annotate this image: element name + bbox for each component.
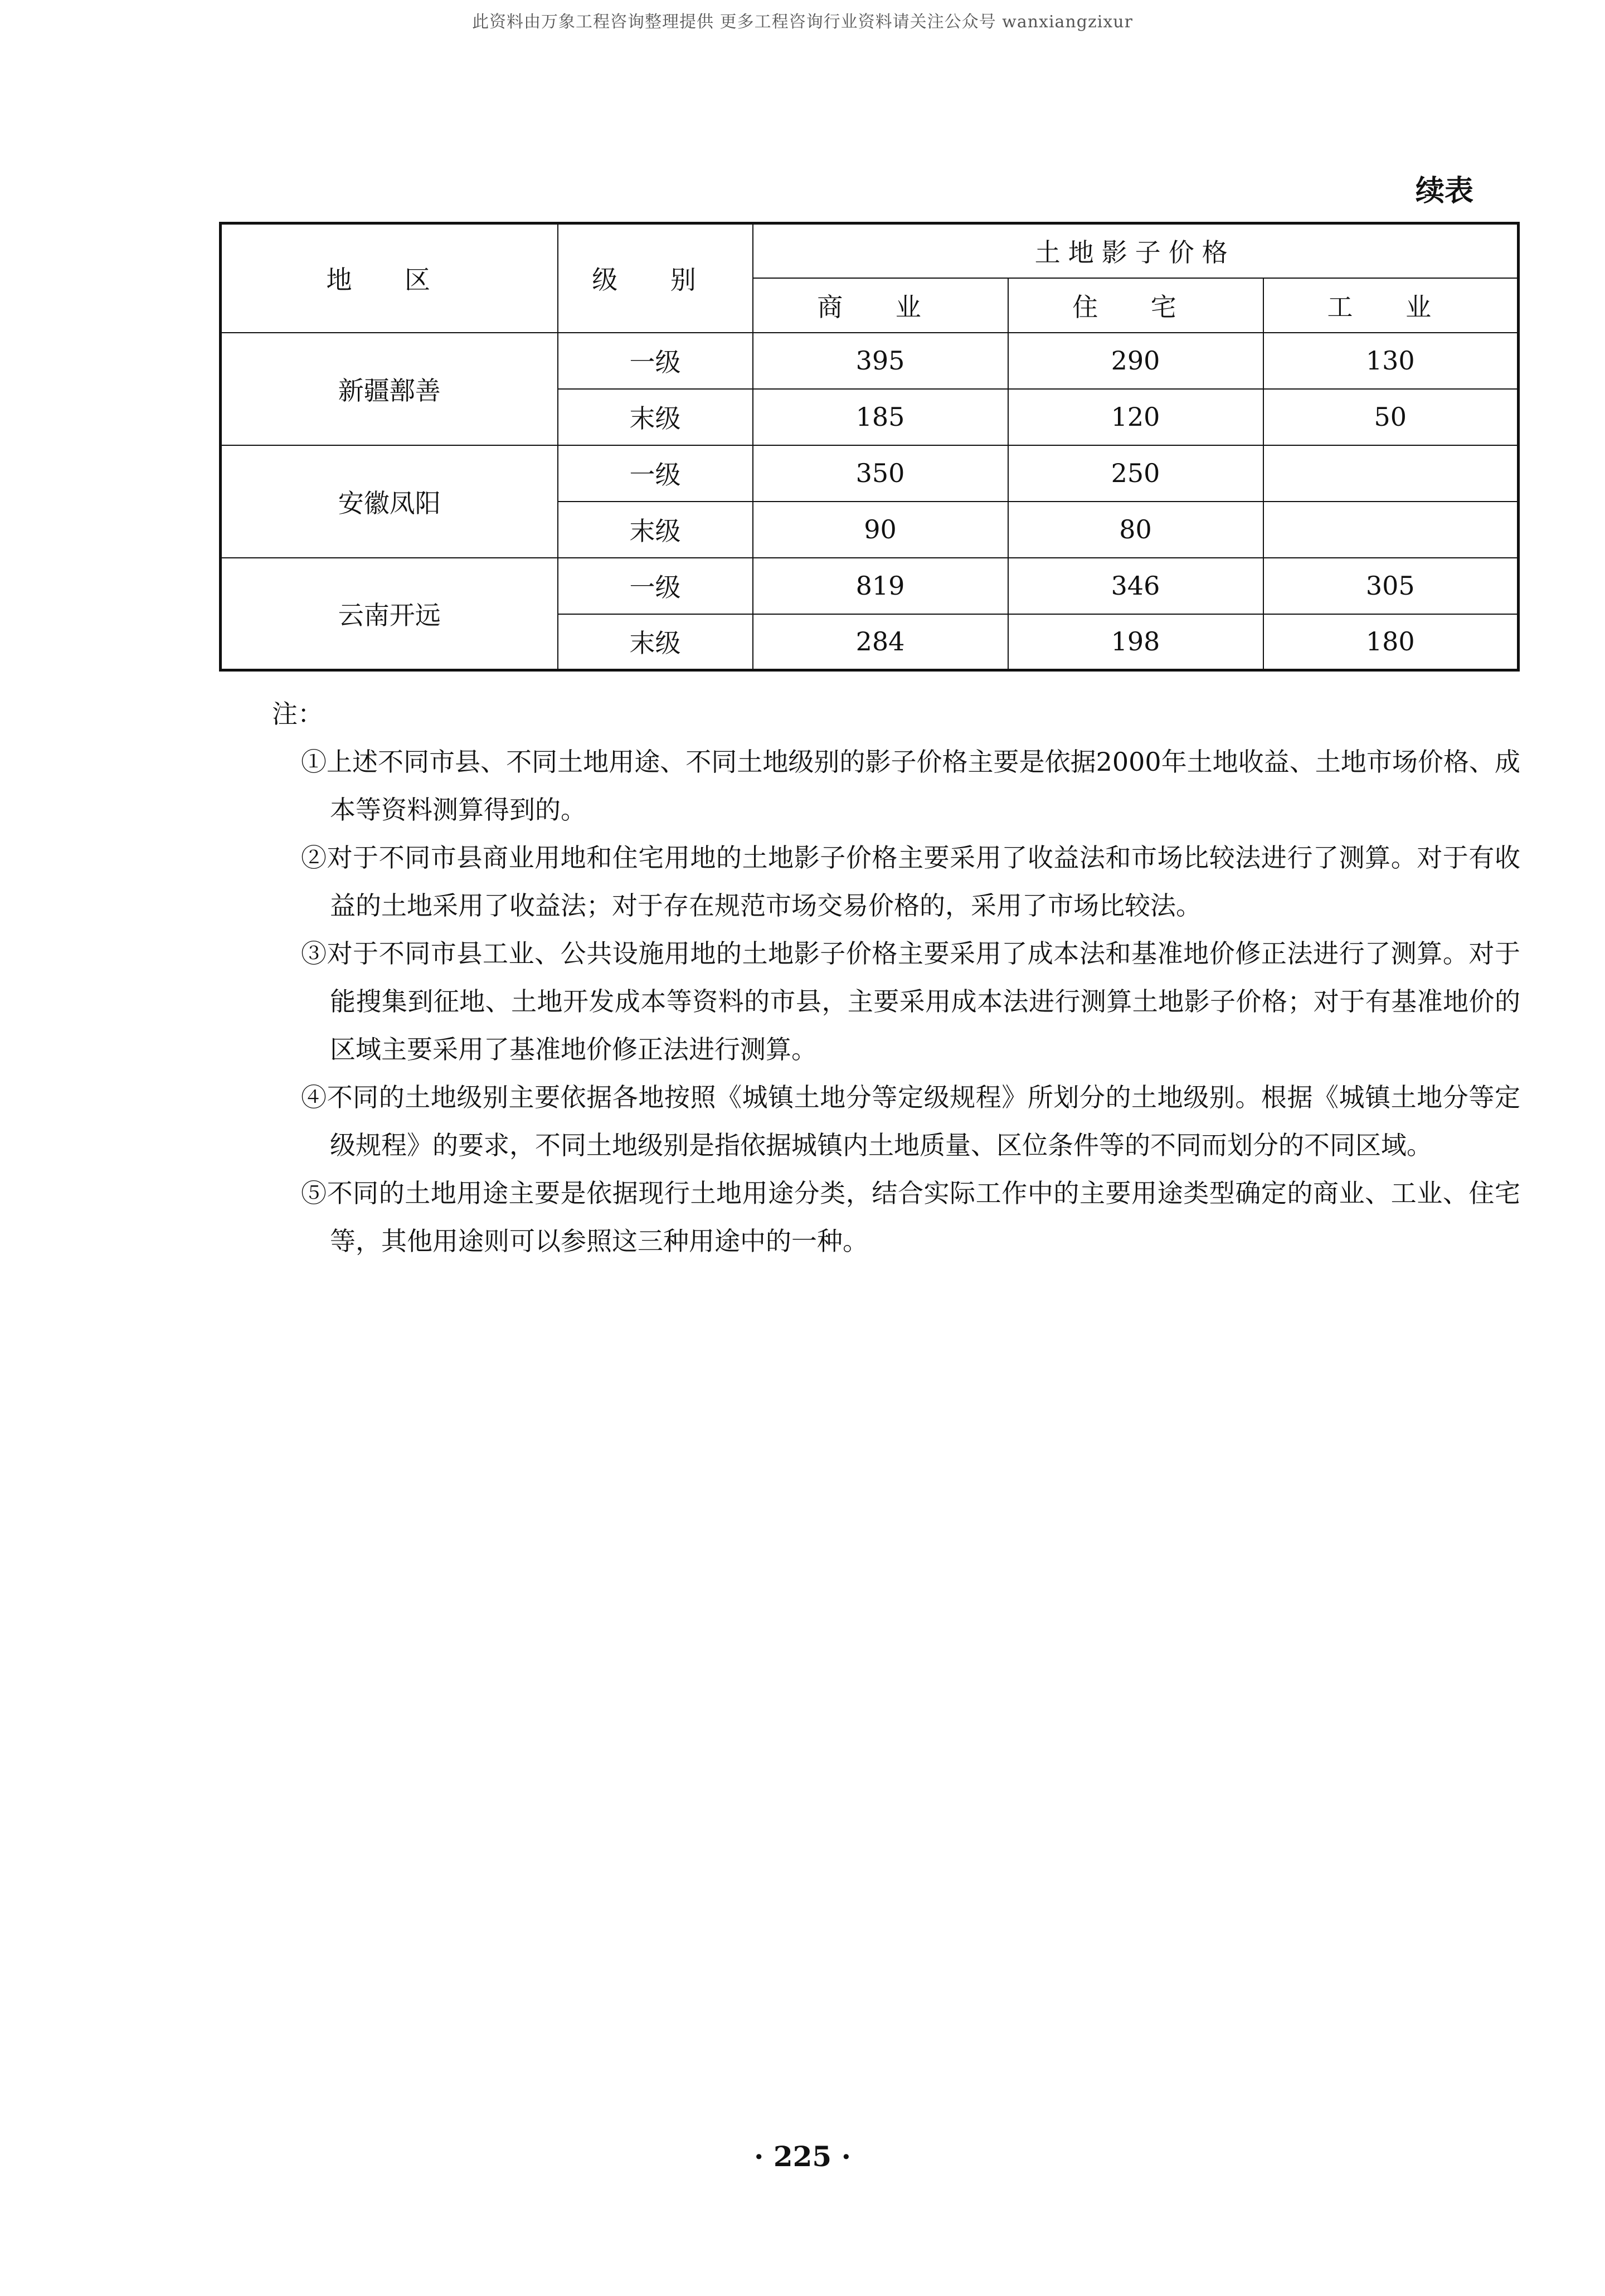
header-note: 此资料由万象工程咨询整理提供 更多工程咨询行业资料请关注公众号 wanxiangzixur	[472, 12, 1133, 32]
residential-value: 250	[1008, 445, 1263, 502]
header-industrial: 工 业	[1263, 278, 1519, 333]
commercial-value: 284	[753, 614, 1008, 670]
residential-value: 198	[1008, 614, 1263, 670]
commercial-value: 395	[753, 333, 1008, 389]
note-item: ②对于不同市县商业用地和住宅用地的土地影子价格主要采用了收益法和市场比较法进行了测算。对于有收益的土地采用了收益法；对于存在规范市场交易价格的，采用了市场比较法。	[301, 843, 1520, 921]
header-grade: 级 别	[558, 223, 753, 333]
commercial-value: 90	[753, 502, 1008, 558]
residential-value: 346	[1008, 558, 1263, 614]
header-region: 地 区	[221, 223, 558, 333]
note-item: ⑤不同的土地用途主要是依据现行土地用途分类，结合实际工作中的主要用途类型确定的商业、工业、住宅等，其他用途则可以参照这三种用途中的一种。	[301, 1178, 1520, 1256]
header-land-shadow-price: 土地影子价格	[753, 223, 1519, 278]
grade-cell: 一级	[558, 333, 753, 389]
residential-value: 120	[1008, 389, 1263, 445]
residential-value: 80	[1008, 502, 1263, 558]
table-row	[221, 445, 1519, 502]
note-item: ③对于不同市县工业、公共设施用地的土地影子价格主要采用了成本法和基准地价修正法进行了测算。对于能搜集到征地、土地开发成本等资料的市县，主要采用成本法进行测算土地影子价格；对于有基准地价的区域主要采用了基准地价修正法进行测算。	[301, 938, 1520, 1064]
industrial-value	[1263, 502, 1519, 558]
industrial-value	[1263, 445, 1519, 502]
grade-cell: 一级	[558, 445, 753, 502]
industrial-value: 180	[1263, 614, 1519, 670]
region-cell: 云南开远	[221, 558, 558, 670]
industrial-value: 50	[1263, 389, 1519, 445]
industrial-value: 305	[1263, 558, 1519, 614]
continued-table-label: 续表	[1416, 174, 1474, 208]
commercial-value: 350	[753, 445, 1008, 502]
commercial-value: 185	[753, 389, 1008, 445]
industrial-value: 130	[1263, 333, 1519, 389]
grade-cell: 末级	[558, 502, 753, 558]
table-row	[221, 333, 1519, 389]
notes-section	[272, 690, 1520, 1265]
grade-cell: 一级	[558, 558, 753, 614]
note-item: ④不同的土地级别主要依据各地按照《城镇土地分等定级规程》所划分的土地级别。根据《城镇土地分等定级规程》的要求，不同土地级别是指依据城镇内土地质量、区位条件等的不同而划分的不同区域。	[301, 1082, 1520, 1160]
grade-cell: 末级	[558, 389, 753, 445]
region-cell: 新疆鄯善	[221, 333, 558, 445]
commercial-value: 819	[753, 558, 1008, 614]
notes-title: 注：	[272, 699, 323, 729]
note-item: ①上述不同市县、不同土地用途、不同土地级别的影子价格主要是依据2000年土地收益、土地市场价格、成本等资料测算得到的。	[301, 747, 1520, 825]
residential-value: 290	[1008, 333, 1263, 389]
header-commercial: 商 业	[753, 278, 1008, 333]
table-row	[221, 558, 1519, 614]
region-cell: 安徽凤阳	[221, 445, 558, 558]
land-shadow-price-table	[219, 222, 1520, 672]
header-residential: 住 宅	[1008, 278, 1263, 333]
grade-cell: 末级	[558, 614, 753, 670]
page-number: · 225 ·	[754, 2140, 851, 2173]
